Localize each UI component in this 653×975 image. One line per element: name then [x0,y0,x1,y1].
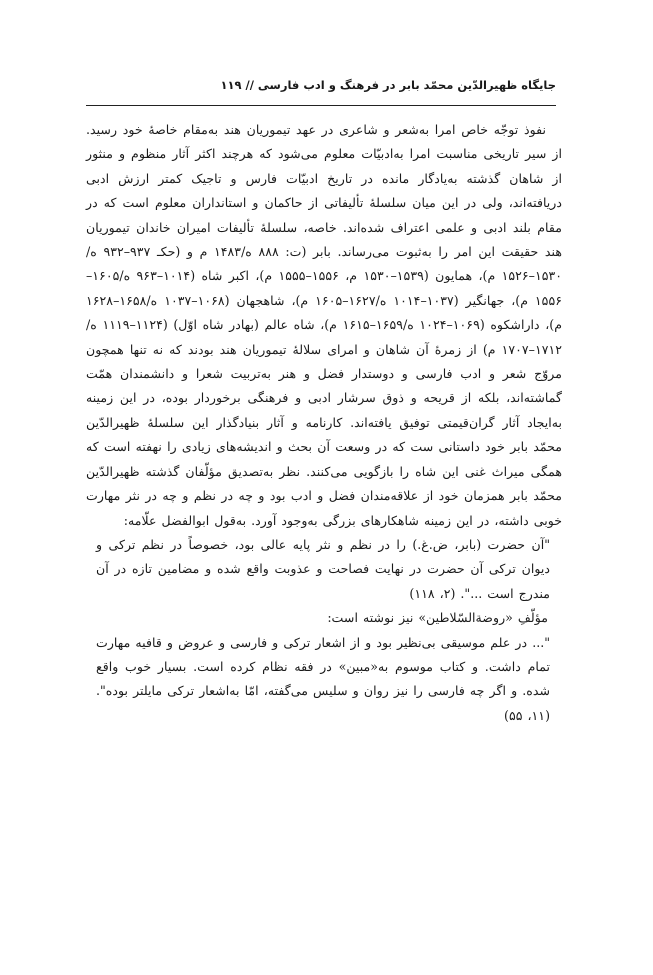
quote-2-intro: مؤلّفِ «روضةالسّلاطین» نیز نوشته است: [327,610,548,626]
header-rule [86,105,556,106]
paragraph-1: نفوذ توجّه خاص امرا به‌شعر و شاعری در عهد تیموریان هند به‌مقام خاصهٔ خود رسید. از سیر تاریخی مناسبت امرا به‌ادبیّات معلوم می‌شود که هرچند اکثر آثار منظوم و منثور از شاهان گذشته به‌یادگار مانده در تاریخ ادبیّات فارس و تاجیک کمتر ارزش ادبی دریافته‌اند، ولی در این میان سلسلهٔ تألیفاتی از حاکمان و استانداران معلوم است که در مقام بلند ادبی و علمی اعتراف شده‌اند. خاصه، سلسلهٔ تألیفات امیران خاندان تیموریان هند حقیقت این امر را به‌ثبوت می‌رساند. بابر (ت: ۸۸۸ ه/۱۴۸۳ م و (حکـ ۹۳۷–۹۳۲ ه/۱۵۳۰–۱۵۲۶ م)، همایون (۱۵۳۹–۱۵۳۰ م، ۱۵۵۶–۱۵۵۵ م)، اکبر شاه (۱۰۱۴–۹۶۳ ه/۱۶۰۵–۱۵۵۶ م)، جهانگیر (۱۰۳۷–۱۰۱۴ ه/۱۶۲۷–۱۶۰۵ م)، شاهجهان (۱۰۶۸–۱۰۳۷ ه/۱۶۵۸–۱۶۲۸ م)، داراشکوه (۱۰۶۹–۱۰۲۴ ه/۱۶۵۹–۱۶۱۵ م)، شاه عالم (بهادر شاه اوّل) (۱۱۲۴–۱۱۱۹ ه/۱۷۱۲–۱۷۰۷ م) از زمرهٔ آن شاهان و امرای سلالهٔ تیموریان هند بودند که نه تنها همچون مروّج شعر و ادب فارسی و دوستدار فضل و هنر به‌تربیت شعرا و دانشمندان همّت گماشته‌اند، بلکه از قریحه و ذوق سرشار ادبی و فرهنگی برخوردار بوده، در این زمینه به‌ایجاد آثار گران‌قیمتی توفیق یافته‌اند. کارنامه و آثار بنیادگذار این سلسلهٔ ظهیرالدّین محمّد بابر خود داستانی ست که در وسعت آن بحث و اندیشه‌های زیادی را نهفته است که همگی میراث غنی این شاه را بازگویی می‌کنند. نظر به‌تصدیق مؤلّفان گذشته ظهیرالدّین محمّد بابر همزمان خود از علاقه‌مندان فضل و ادب بود و چه در نظم و چه در نثر مهارت خوبی داشته، در این زمینه شاهکارهای بزرگی به‌وجود آورد. به‌قول ابوالفضل علّامه: [86,122,562,528]
quote-2: "... در علم موسیقی بی‌نظیر بود و از اشعار ترکی و فارسی و عروض و قافیه مهارت تمام داشت. و کتاب موسوم به«مبین» در فقه نظام کرده است. بسیار خوب واقع شده. و اگر چه فارسی را نیز روان و سلیس می‌گفته، امّا به‌اشعار ترکی مایلتر بوده". (۱۱، ۵۵) [96,634,550,723]
quote-1: "آن حضرت (بابر، ض.غ.) را در نظم و نثر پایه عالی بود، خصوصاً در نظم ترکی و دیوان ترکی آن حضرت در نهایت فصاحت و عذوبت واقع شده و مضامین تازه در آن مندرج است ...". (۲، ۱۱۸) [96,536,550,601]
running-header: جایگاه ظهیرالدّین محمّد بابر در فرهنگ و ادب فارسی // ۱۱۹ [220,78,556,92]
main-text [86,118,562,728]
